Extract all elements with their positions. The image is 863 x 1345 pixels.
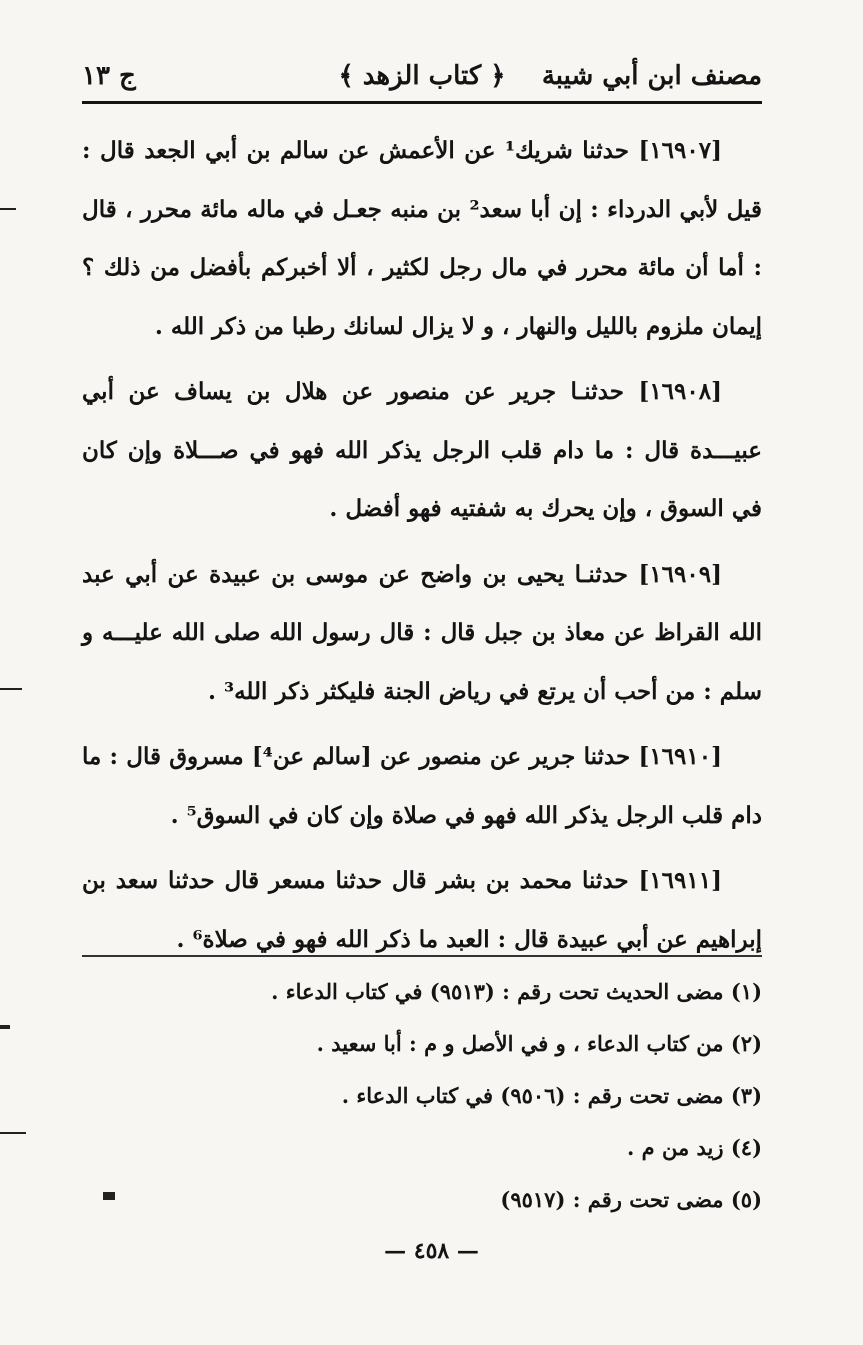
margin-mark <box>103 1192 115 1200</box>
footnote-rule <box>82 955 762 957</box>
header-book-title: مصنف ابن أبي شيبة <box>541 61 762 91</box>
header-rule <box>82 101 762 104</box>
hadith-number: [١٦٩٠٨] <box>638 378 722 405</box>
hadith-body: حدثنا شريك¹ عن الأعمش عن سالم بن أبي الجعد قال : قيل لأبي الدرداء : إن أبا سعد² بن منبه جعـل في ماله مائة محرر ، قال : أما أن مائة محرر في مال رجل لكثير ، ألا أخبركم بأفضل من ذلك ؟ إيمان ملزوم بالليل والنهار ، و لا يزال لسانك رطبا من ذكر الله . <box>82 137 762 340</box>
hadith-body: حدثنـا جرير عن منصور عن هلال بن يساف عن أبي عبيـــدة قال : ما دام قلب الرجل يذكر الله فهو في صـــلاة وإن كان في السوق ، وإن يحرك به شفتيه فهو أفضل . <box>82 378 762 522</box>
hadith-body: حدثنا جرير عن منصور عن [سالم عن⁴] مسروق قال : ما دام قلب الرجل يذكر الله فهو في صلاة وإن كان في السوق⁵ . <box>82 743 762 829</box>
footnote-item: (٤) زيد من م . <box>627 1135 762 1160</box>
header-volume: ج ١٣ <box>82 61 136 91</box>
page-number: — ٤٥٨ — <box>384 1238 479 1264</box>
hadith-number: [١٦٩٠٧] <box>638 137 722 164</box>
running-header <box>82 52 762 100</box>
hadith-number: [١٦٩٠٩] <box>638 560 722 588</box>
footnotes <box>82 966 762 1226</box>
footnote-item: (٥) مضى تحت رقم : (٩٥١٧) <box>500 1187 762 1212</box>
footnote-item: (١) مضى الحديث تحت رقم : (٩٥١٣) في كتاب الدعاء . <box>271 979 762 1004</box>
margin-mark <box>0 1132 26 1134</box>
hadith-paragraph <box>82 122 762 356</box>
margin-mark <box>0 688 22 690</box>
hadith-paragraph <box>82 546 762 722</box>
hadith-number: [١٦٩١١] <box>638 867 722 894</box>
footnote-item: (٣) مضى تحت رقم : (٩٥٠٦) في كتاب الدعاء . <box>341 1083 762 1108</box>
hadith-body: حدثنا محمد بن بشر قال حدثنا مسعر قال حدثنا سعد بن إبراهيم عن أبي عبيدة قال : العبد ما ذكر الله فهو في صلاة⁶ . <box>82 867 762 953</box>
hadith-number: [١٦٩١٠] <box>638 743 722 770</box>
margin-mark <box>0 208 16 210</box>
hadith-paragraph <box>82 852 762 969</box>
header-chapter-title: ﴿ كتاب الزهد ﴾ <box>338 61 506 91</box>
hadith-paragraph <box>82 363 762 539</box>
hadith-paragraph <box>82 728 762 845</box>
hadith-text <box>82 122 762 976</box>
hadith-body: حدثنـا يحيى بن واضح عن موسى بن عبيدة عن أبي عبد الله القراظ عن معاذ بن جبل قال : قال رسول الله صلى الله عليـــه و سلم : من أحب أن يرتع في رياض الجنة فليكثر ذكر الله³ . <box>82 560 762 705</box>
margin-mark <box>0 1025 10 1029</box>
footnote-item: (٢) من كتاب الدعاء ، و في الأصل و م : أبا سعيد . <box>316 1031 762 1056</box>
